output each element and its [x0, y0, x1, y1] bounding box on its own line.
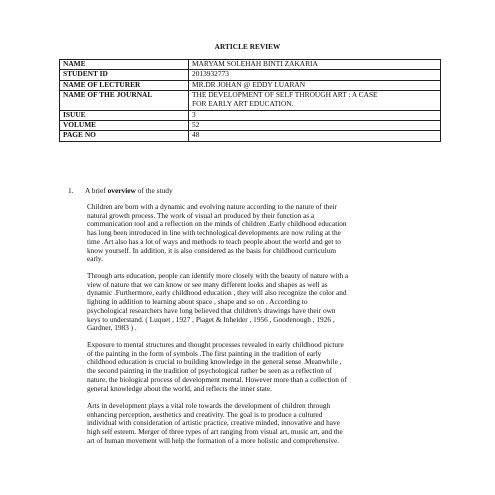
- table-value: 3: [189, 110, 441, 120]
- table-label: NAME OF LECTURER: [60, 80, 189, 90]
- table-value: 48: [189, 131, 441, 141]
- heading-prefix: A brief: [85, 186, 108, 195]
- table-label: VOLUME: [60, 121, 189, 131]
- table-label: ISUUE: [60, 110, 189, 120]
- paragraph-line: communication tool and a reflection on the minds of children .Early childhood education: [87, 219, 347, 229]
- paragraph-1: [87, 203, 439, 264]
- paragraph-line: lighting in addition to learning about space , shape and so on . According to: [87, 297, 308, 307]
- table-label: NAME OF THE JOURNAL: [60, 91, 189, 111]
- journal-name-line: THE DEVELOPMENT OF SELF THROUGH ART : A CASE: [192, 90, 378, 100]
- paragraph-line: dynamic .Furthermore, early childhood education , they will also recognize the color and: [87, 288, 347, 298]
- paragraph-line: individual with consideration of artistic practice, creative minded, innovative and have: [87, 418, 340, 428]
- paragraph-line: Gardner, 1983 ) .: [87, 323, 137, 333]
- table-value: 52: [189, 121, 441, 131]
- document-title: ARTICLE REVIEW: [214, 43, 281, 51]
- paragraph-line: nature, the biological process of development mental. However more than a collection of: [87, 374, 347, 384]
- table-value: MARYAM SOLEHAH BINTI ZAKARIA: [189, 60, 441, 70]
- paragraph-line: has long been introduced in line with technological developments are now ruling at the: [87, 228, 341, 238]
- info-table: [59, 59, 441, 142]
- paragraph-4: [87, 402, 439, 446]
- table-row: [60, 60, 441, 70]
- table-label: PAGE NO: [60, 131, 189, 141]
- paragraph-line: enhancing perception, aesthetics and creativity. The goal is to produce a cultured: [87, 409, 323, 419]
- journal-name-line: FOR EARLY ART EDUCATION.: [192, 98, 294, 108]
- table-value: 2013932773: [189, 70, 441, 80]
- table-label: STUDENT ID: [60, 70, 189, 80]
- paragraph-2: [87, 272, 439, 333]
- paragraph-line: the second painting in the tradition of psychological rather be seen as a reflection of: [87, 366, 332, 376]
- paragraph-line: childhood education is crucial to building knowledge in the general sense .Meanwhile ,: [87, 357, 342, 367]
- heading-bold: overview: [107, 186, 136, 195]
- paragraph-line: time .Art also has a lot of ways and methods to teach people about the world and get to: [87, 236, 341, 246]
- table-row: [60, 91, 441, 111]
- table-row: [60, 110, 441, 120]
- table-row: [60, 131, 441, 141]
- paragraph-line: view of nature that we can know or see many different looks and shapes as well as: [87, 279, 328, 289]
- table-label: NAME: [60, 60, 189, 70]
- section-heading: [68, 186, 173, 195]
- section-number: 1.: [68, 186, 74, 195]
- table-row: [60, 80, 441, 90]
- paragraph-3: [87, 341, 439, 393]
- paragraph-line: Through arts education, people can identify more closely with the beauty of nature with a: [87, 271, 349, 280]
- table-value: MR.DR JOHAN @ EDDY LUARAN: [189, 80, 441, 90]
- paragraph-line: keys to understand. ( Luquet , 1927 , Piaget & Inhelder , 1956 , Goodenough , 1926 ,: [87, 314, 335, 324]
- paragraph-line: general knowledge about the world, and reflects the inner state.: [87, 383, 272, 393]
- paragraph-line: know yourself. In addition, it is also considered as the basis for childhood curriculum: [87, 245, 337, 255]
- paragraph-line: natural growth process. The work of visual art produced by their function as a: [87, 210, 315, 220]
- paragraph-line: art of human movement will help the formation of a more holistic and comprehensive.: [87, 435, 340, 445]
- paragraph-line: Children are born with a dynamic and evolving nature according to the nature of their: [87, 202, 338, 211]
- table-row: [60, 121, 441, 131]
- table-value: [189, 91, 441, 111]
- paragraph-line: high self esteem. Merger of three types of art ranging from visual art, music art, and the: [87, 427, 343, 437]
- paragraph-line: psychological researchers have long believed that children's drawings have their own: [87, 305, 336, 315]
- table-row: [60, 70, 441, 80]
- heading-suffix: of the study: [135, 186, 173, 195]
- paragraph-line: Arts in development plays a vital role towards the development of children through: [87, 401, 331, 410]
- paragraph-line: of the painting in the form of symbols .The first painting in the tradition of early: [87, 348, 322, 358]
- paragraph-line: early.: [87, 254, 103, 264]
- paragraph-line: Exposure to mental structures and thought processes revealed in early childhood picture: [87, 340, 344, 349]
